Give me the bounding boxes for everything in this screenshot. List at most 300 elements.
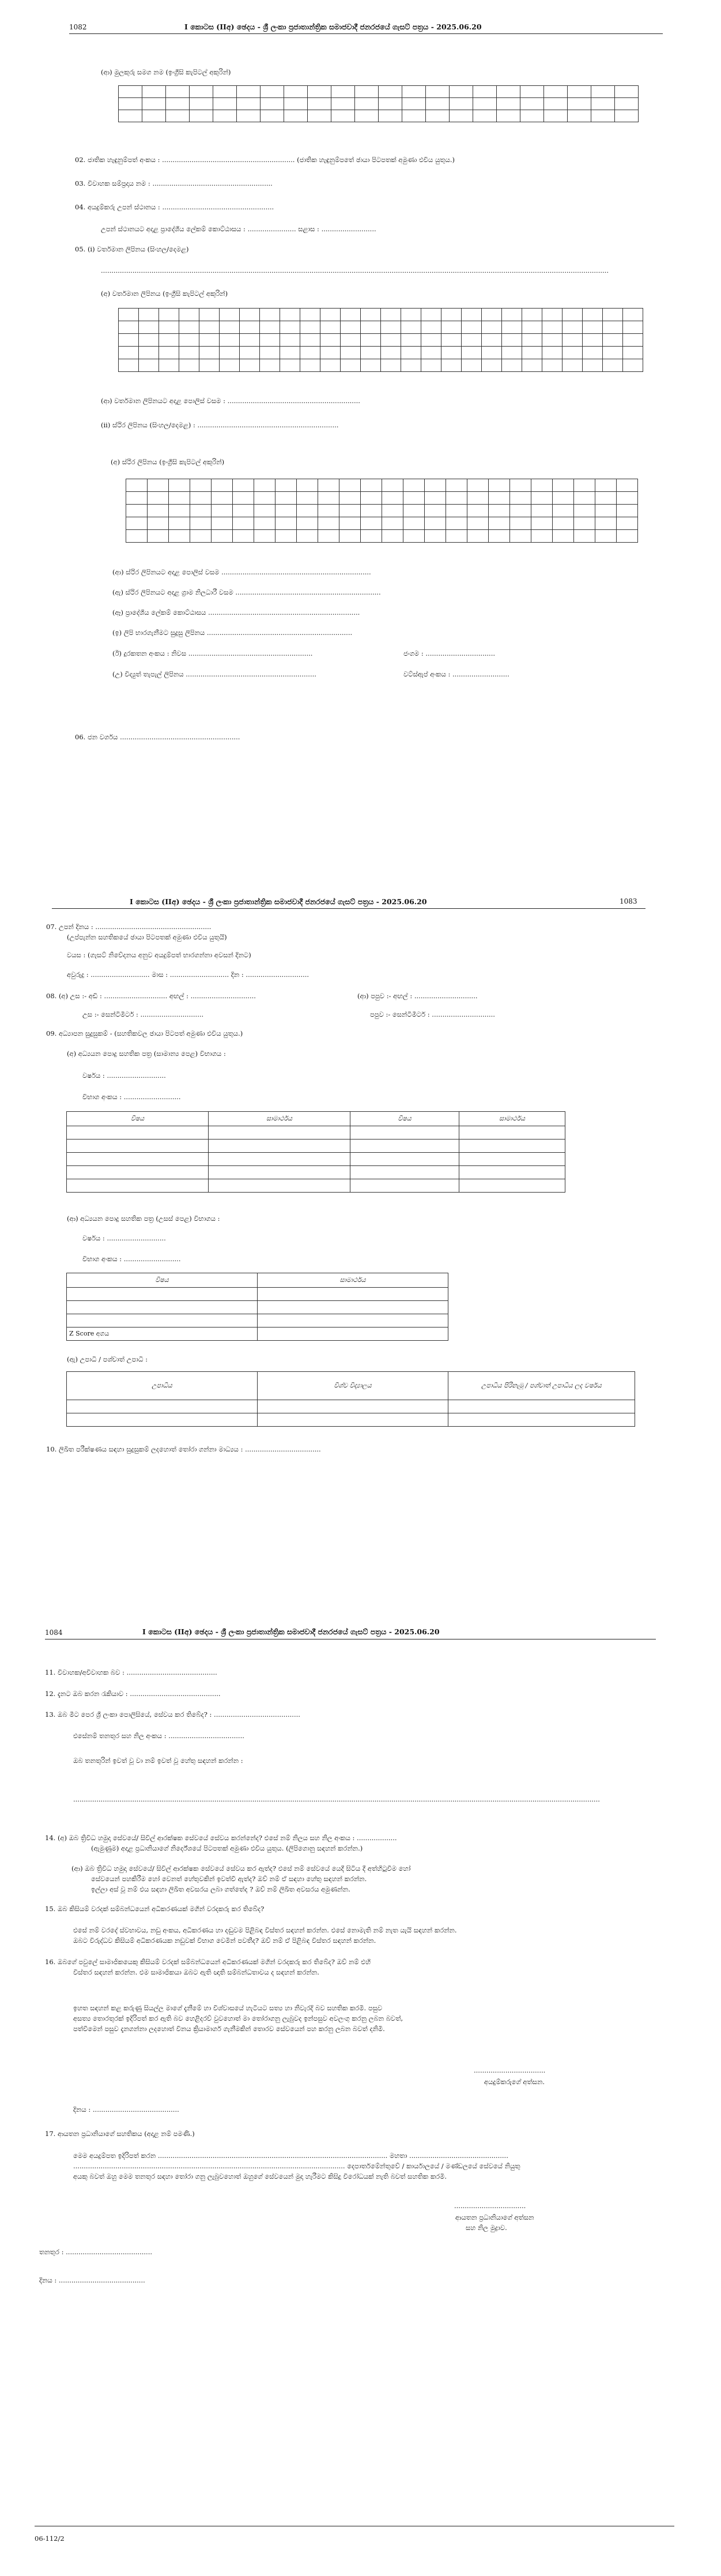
- grid-cell[interactable]: [603, 347, 623, 359]
- grid-cell[interactable]: [553, 479, 574, 492]
- grid-cell[interactable]: [280, 334, 300, 347]
- grid-cell[interactable]: [159, 309, 179, 321]
- grid-cell[interactable]: [361, 334, 381, 347]
- grid-cell[interactable]: [233, 517, 254, 530]
- grid-cell[interactable]: [190, 86, 213, 98]
- grid-cell[interactable]: [220, 334, 240, 347]
- grid-cell[interactable]: [402, 110, 426, 122]
- grid-cell[interactable]: [591, 110, 615, 122]
- grid-cell[interactable]: [179, 359, 199, 372]
- grid-cell[interactable]: [179, 334, 199, 347]
- grid-cell[interactable]: [190, 530, 212, 543]
- grid-cell[interactable]: [531, 530, 553, 543]
- grid-cell[interactable]: [520, 98, 544, 110]
- ol-results-table[interactable]: [66, 1111, 565, 1193]
- grid-cell[interactable]: [623, 347, 643, 359]
- grid-cell[interactable]: [169, 479, 190, 492]
- grid-cell[interactable]: [318, 530, 339, 543]
- grid-cell[interactable]: [199, 359, 220, 372]
- grid-cell[interactable]: [482, 321, 502, 334]
- grid-cell[interactable]: [381, 309, 401, 321]
- grid-cell[interactable]: [300, 309, 320, 321]
- grid-cell[interactable]: [237, 110, 261, 122]
- grid-cell[interactable]: [355, 98, 379, 110]
- grid-cell[interactable]: [623, 309, 643, 321]
- degree-table[interactable]: [66, 1371, 635, 1427]
- grid-cell[interactable]: [339, 530, 361, 543]
- grid-cell[interactable]: [489, 479, 510, 492]
- grid-cell[interactable]: [119, 347, 139, 359]
- grid-cell[interactable]: [126, 479, 148, 492]
- grid-cell[interactable]: [502, 347, 522, 359]
- grid-cell[interactable]: [441, 359, 462, 372]
- grid-cell[interactable]: [467, 492, 489, 505]
- grid-cell[interactable]: [166, 98, 190, 110]
- grid-cell[interactable]: [339, 505, 361, 517]
- grid-cell[interactable]: [489, 517, 510, 530]
- grid-cell[interactable]: [473, 110, 497, 122]
- grid-cell[interactable]: [300, 334, 320, 347]
- grid-cell[interactable]: [331, 98, 355, 110]
- grid-cell[interactable]: [254, 505, 275, 517]
- grid-cell[interactable]: [473, 86, 497, 98]
- grid-cell[interactable]: [361, 505, 382, 517]
- grid-cell[interactable]: [553, 517, 574, 530]
- grid-cell[interactable]: [320, 334, 341, 347]
- grid-cell[interactable]: [544, 86, 568, 98]
- grid-cell[interactable]: [237, 86, 261, 98]
- grid-cell[interactable]: [220, 347, 240, 359]
- grid-cell[interactable]: [544, 110, 568, 122]
- grid-cell[interactable]: [603, 321, 623, 334]
- grid-cell[interactable]: [341, 347, 361, 359]
- grid-cell[interactable]: [553, 530, 574, 543]
- grid-cell[interactable]: [441, 334, 462, 347]
- grid-cell[interactable]: [212, 530, 233, 543]
- grid-cell[interactable]: [382, 505, 403, 517]
- grid-cell[interactable]: [166, 110, 190, 122]
- grid-cell[interactable]: [381, 359, 401, 372]
- grid-cell[interactable]: [320, 321, 341, 334]
- grid-cell[interactable]: [591, 86, 615, 98]
- grid-cell[interactable]: [482, 334, 502, 347]
- grid-cell[interactable]: [254, 492, 275, 505]
- grid-cell[interactable]: [381, 321, 401, 334]
- grid-cell[interactable]: [595, 479, 617, 492]
- grid-cell[interactable]: [462, 321, 482, 334]
- grid-cell[interactable]: [425, 530, 446, 543]
- grid-cell[interactable]: [284, 86, 308, 98]
- grid-cell[interactable]: [603, 359, 623, 372]
- grid-cell[interactable]: [473, 98, 497, 110]
- grid-cell[interactable]: [450, 110, 473, 122]
- initials-grid[interactable]: [118, 85, 639, 122]
- grid-cell[interactable]: [159, 334, 179, 347]
- grid-cell[interactable]: [574, 479, 595, 492]
- grid-cell[interactable]: [615, 110, 639, 122]
- grid-cell[interactable]: [450, 86, 473, 98]
- grid-cell[interactable]: [544, 98, 568, 110]
- grid-cell[interactable]: [199, 334, 220, 347]
- grid-cell[interactable]: [441, 309, 462, 321]
- grid-cell[interactable]: [240, 347, 260, 359]
- grid-cell[interactable]: [482, 309, 502, 321]
- grid-cell[interactable]: [617, 517, 638, 530]
- grid-cell[interactable]: [603, 334, 623, 347]
- grid-cell[interactable]: [159, 321, 179, 334]
- grid-cell[interactable]: [148, 492, 169, 505]
- permanent-address-grid[interactable]: [126, 479, 638, 543]
- grid-cell[interactable]: [462, 347, 482, 359]
- grid-cell[interactable]: [441, 347, 462, 359]
- grid-cell[interactable]: [542, 347, 563, 359]
- grid-cell[interactable]: [467, 505, 489, 517]
- grid-cell[interactable]: [510, 517, 531, 530]
- grid-cell[interactable]: [220, 309, 240, 321]
- grid-cell[interactable]: [401, 309, 421, 321]
- grid-cell[interactable]: [542, 359, 563, 372]
- grid-cell[interactable]: [574, 530, 595, 543]
- grid-cell[interactable]: [403, 492, 425, 505]
- grid-cell[interactable]: [220, 359, 240, 372]
- grid-cell[interactable]: [254, 517, 275, 530]
- grid-cell[interactable]: [308, 98, 331, 110]
- grid-cell[interactable]: [159, 359, 179, 372]
- grid-cell[interactable]: [361, 321, 381, 334]
- grid-cell[interactable]: [617, 492, 638, 505]
- grid-cell[interactable]: [179, 321, 199, 334]
- grid-cell[interactable]: [320, 309, 341, 321]
- grid-cell[interactable]: [382, 479, 403, 492]
- grid-cell[interactable]: [522, 334, 542, 347]
- grid-cell[interactable]: [425, 517, 446, 530]
- grid-cell[interactable]: [510, 505, 531, 517]
- grid-cell[interactable]: [199, 321, 220, 334]
- grid-cell[interactable]: [502, 309, 522, 321]
- grid-cell[interactable]: [382, 530, 403, 543]
- grid-cell[interactable]: [623, 359, 643, 372]
- grid-cell[interactable]: [382, 517, 403, 530]
- grid-cell[interactable]: [139, 359, 159, 372]
- grid-cell[interactable]: [563, 359, 583, 372]
- grid-cell[interactable]: [426, 110, 450, 122]
- grid-cell[interactable]: [502, 359, 522, 372]
- grid-cell[interactable]: [583, 359, 603, 372]
- grid-cell[interactable]: [169, 517, 190, 530]
- grid-cell[interactable]: [320, 359, 341, 372]
- grid-cell[interactable]: [139, 334, 159, 347]
- grid-cell[interactable]: [355, 86, 379, 98]
- grid-cell[interactable]: [341, 359, 361, 372]
- grid-cell[interactable]: [297, 517, 318, 530]
- grid-cell[interactable]: [401, 321, 421, 334]
- grid-cell[interactable]: [446, 517, 467, 530]
- grid-cell[interactable]: [254, 530, 275, 543]
- grid-cell[interactable]: [318, 505, 339, 517]
- grid-cell[interactable]: [318, 479, 339, 492]
- grid-cell[interactable]: [148, 479, 169, 492]
- grid-cell[interactable]: [190, 505, 212, 517]
- grid-cell[interactable]: [510, 479, 531, 492]
- grid-cell[interactable]: [119, 359, 139, 372]
- grid-cell[interactable]: [379, 110, 402, 122]
- grid-cell[interactable]: [260, 359, 280, 372]
- grid-cell[interactable]: [318, 492, 339, 505]
- grid-cell[interactable]: [574, 492, 595, 505]
- grid-cell[interactable]: [119, 86, 142, 98]
- grid-cell[interactable]: [382, 492, 403, 505]
- grid-cell[interactable]: [119, 98, 142, 110]
- grid-cell[interactable]: [522, 359, 542, 372]
- grid-cell[interactable]: [421, 347, 441, 359]
- grid-cell[interactable]: [297, 530, 318, 543]
- grid-cell[interactable]: [381, 334, 401, 347]
- grid-cell[interactable]: [190, 98, 213, 110]
- grid-cell[interactable]: [462, 309, 482, 321]
- grid-cell[interactable]: [591, 98, 615, 110]
- grid-cell[interactable]: [403, 479, 425, 492]
- grid-cell[interactable]: [421, 334, 441, 347]
- grid-cell[interactable]: [425, 492, 446, 505]
- grid-cell[interactable]: [220, 321, 240, 334]
- grid-cell[interactable]: [275, 479, 297, 492]
- grid-cell[interactable]: [361, 492, 382, 505]
- grid-cell[interactable]: [169, 492, 190, 505]
- grid-cell[interactable]: [275, 530, 297, 543]
- grid-cell[interactable]: [190, 517, 212, 530]
- grid-cell[interactable]: [510, 530, 531, 543]
- grid-cell[interactable]: [553, 492, 574, 505]
- grid-cell[interactable]: [522, 309, 542, 321]
- grid-cell[interactable]: [284, 98, 308, 110]
- grid-cell[interactable]: [542, 309, 563, 321]
- grid-cell[interactable]: [361, 359, 381, 372]
- grid-cell[interactable]: [166, 86, 190, 98]
- grid-cell[interactable]: [159, 347, 179, 359]
- grid-cell[interactable]: [331, 110, 355, 122]
- grid-cell[interactable]: [190, 110, 213, 122]
- grid-cell[interactable]: [563, 347, 583, 359]
- grid-cell[interactable]: [339, 479, 361, 492]
- grid-cell[interactable]: [213, 86, 237, 98]
- grid-cell[interactable]: [568, 110, 591, 122]
- grid-cell[interactable]: [126, 492, 148, 505]
- grid-cell[interactable]: [254, 479, 275, 492]
- grid-cell[interactable]: [401, 334, 421, 347]
- grid-cell[interactable]: [595, 492, 617, 505]
- grid-cell[interactable]: [261, 86, 284, 98]
- grid-cell[interactable]: [467, 530, 489, 543]
- grid-cell[interactable]: [497, 86, 520, 98]
- grid-cell[interactable]: [240, 309, 260, 321]
- grid-cell[interactable]: [595, 517, 617, 530]
- grid-cell[interactable]: [240, 334, 260, 347]
- al-results-table[interactable]: [66, 1273, 448, 1341]
- grid-cell[interactable]: [300, 347, 320, 359]
- grid-cell[interactable]: [179, 309, 199, 321]
- grid-cell[interactable]: [142, 86, 166, 98]
- grid-cell[interactable]: [300, 359, 320, 372]
- grid-cell[interactable]: [341, 321, 361, 334]
- grid-cell[interactable]: [489, 530, 510, 543]
- grid-cell[interactable]: [574, 505, 595, 517]
- grid-cell[interactable]: [583, 321, 603, 334]
- grid-cell[interactable]: [421, 359, 441, 372]
- grid-cell[interactable]: [497, 98, 520, 110]
- grid-cell[interactable]: [446, 505, 467, 517]
- grid-cell[interactable]: [563, 321, 583, 334]
- grid-cell[interactable]: [617, 479, 638, 492]
- grid-cell[interactable]: [623, 334, 643, 347]
- grid-cell[interactable]: [497, 110, 520, 122]
- grid-cell[interactable]: [212, 517, 233, 530]
- grid-cell[interactable]: [403, 530, 425, 543]
- grid-cell[interactable]: [401, 359, 421, 372]
- grid-cell[interactable]: [139, 309, 159, 321]
- grid-cell[interactable]: [119, 321, 139, 334]
- grid-cell[interactable]: [617, 505, 638, 517]
- grid-cell[interactable]: [617, 530, 638, 543]
- grid-cell[interactable]: [275, 505, 297, 517]
- grid-cell[interactable]: [510, 492, 531, 505]
- grid-cell[interactable]: [275, 492, 297, 505]
- grid-cell[interactable]: [126, 505, 148, 517]
- grid-cell[interactable]: [583, 334, 603, 347]
- grid-cell[interactable]: [261, 110, 284, 122]
- grid-cell[interactable]: [421, 321, 441, 334]
- grid-cell[interactable]: [531, 517, 553, 530]
- grid-cell[interactable]: [308, 110, 331, 122]
- grid-cell[interactable]: [361, 479, 382, 492]
- grid-cell[interactable]: [402, 98, 426, 110]
- grid-cell[interactable]: [425, 505, 446, 517]
- grid-cell[interactable]: [142, 110, 166, 122]
- grid-cell[interactable]: [237, 98, 261, 110]
- grid-cell[interactable]: [542, 334, 563, 347]
- grid-cell[interactable]: [568, 98, 591, 110]
- grid-cell[interactable]: [240, 359, 260, 372]
- grid-cell[interactable]: [502, 334, 522, 347]
- grid-cell[interactable]: [308, 86, 331, 98]
- grid-cell[interactable]: [179, 347, 199, 359]
- grid-cell[interactable]: [520, 86, 544, 98]
- grid-cell[interactable]: [119, 309, 139, 321]
- grid-cell[interactable]: [563, 334, 583, 347]
- grid-cell[interactable]: [240, 321, 260, 334]
- grid-cell[interactable]: [482, 359, 502, 372]
- grid-cell[interactable]: [563, 309, 583, 321]
- grid-cell[interactable]: [280, 309, 300, 321]
- grid-cell[interactable]: [441, 321, 462, 334]
- grid-cell[interactable]: [213, 110, 237, 122]
- grid-cell[interactable]: [623, 321, 643, 334]
- grid-cell[interactable]: [615, 86, 639, 98]
- grid-cell[interactable]: [148, 505, 169, 517]
- grid-cell[interactable]: [425, 479, 446, 492]
- grid-cell[interactable]: [233, 479, 254, 492]
- grid-cell[interactable]: [318, 517, 339, 530]
- grid-cell[interactable]: [126, 517, 148, 530]
- grid-cell[interactable]: [402, 86, 426, 98]
- grid-cell[interactable]: [446, 492, 467, 505]
- grid-cell[interactable]: [361, 347, 381, 359]
- grid-cell[interactable]: [482, 347, 502, 359]
- grid-cell[interactable]: [190, 479, 212, 492]
- grid-cell[interactable]: [502, 321, 522, 334]
- grid-cell[interactable]: [462, 359, 482, 372]
- grid-cell[interactable]: [574, 517, 595, 530]
- grid-cell[interactable]: [583, 347, 603, 359]
- grid-cell[interactable]: [212, 492, 233, 505]
- grid-cell[interactable]: [190, 492, 212, 505]
- grid-cell[interactable]: [139, 321, 159, 334]
- grid-cell[interactable]: [426, 98, 450, 110]
- grid-cell[interactable]: [553, 505, 574, 517]
- grid-cell[interactable]: [489, 505, 510, 517]
- grid-cell[interactable]: [446, 479, 467, 492]
- grid-cell[interactable]: [260, 334, 280, 347]
- grid-cell[interactable]: [355, 110, 379, 122]
- grid-cell[interactable]: [595, 505, 617, 517]
- grid-cell[interactable]: [583, 309, 603, 321]
- grid-cell[interactable]: [403, 517, 425, 530]
- grid-cell[interactable]: [462, 334, 482, 347]
- grid-cell[interactable]: [542, 321, 563, 334]
- grid-cell[interactable]: [531, 492, 553, 505]
- grid-cell[interactable]: [300, 321, 320, 334]
- grid-cell[interactable]: [467, 517, 489, 530]
- grid-cell[interactable]: [260, 309, 280, 321]
- grid-cell[interactable]: [339, 517, 361, 530]
- grid-cell[interactable]: [297, 492, 318, 505]
- grid-cell[interactable]: [426, 86, 450, 98]
- grid-cell[interactable]: [401, 347, 421, 359]
- grid-cell[interactable]: [331, 86, 355, 98]
- grid-cell[interactable]: [169, 530, 190, 543]
- grid-cell[interactable]: [119, 334, 139, 347]
- grid-cell[interactable]: [233, 530, 254, 543]
- grid-cell[interactable]: [520, 110, 544, 122]
- grid-cell[interactable]: [361, 530, 382, 543]
- grid-cell[interactable]: [233, 505, 254, 517]
- grid-cell[interactable]: [381, 347, 401, 359]
- grid-cell[interactable]: [421, 309, 441, 321]
- grid-cell[interactable]: [603, 309, 623, 321]
- grid-cell[interactable]: [379, 98, 402, 110]
- grid-cell[interactable]: [531, 479, 553, 492]
- grid-cell[interactable]: [284, 110, 308, 122]
- grid-cell[interactable]: [148, 517, 169, 530]
- grid-cell[interactable]: [361, 517, 382, 530]
- grid-cell[interactable]: [199, 309, 220, 321]
- grid-cell[interactable]: [531, 505, 553, 517]
- grid-cell[interactable]: [212, 479, 233, 492]
- grid-cell[interactable]: [522, 321, 542, 334]
- grid-cell[interactable]: [213, 98, 237, 110]
- grid-cell[interactable]: [148, 530, 169, 543]
- grid-cell[interactable]: [467, 479, 489, 492]
- grid-cell[interactable]: [341, 309, 361, 321]
- grid-cell[interactable]: [119, 110, 142, 122]
- grid-cell[interactable]: [320, 347, 341, 359]
- grid-cell[interactable]: [568, 86, 591, 98]
- grid-cell[interactable]: [489, 492, 510, 505]
- grid-cell[interactable]: [126, 530, 148, 543]
- grid-cell[interactable]: [615, 98, 639, 110]
- grid-cell[interactable]: [139, 347, 159, 359]
- grid-cell[interactable]: [199, 347, 220, 359]
- grid-cell[interactable]: [280, 359, 300, 372]
